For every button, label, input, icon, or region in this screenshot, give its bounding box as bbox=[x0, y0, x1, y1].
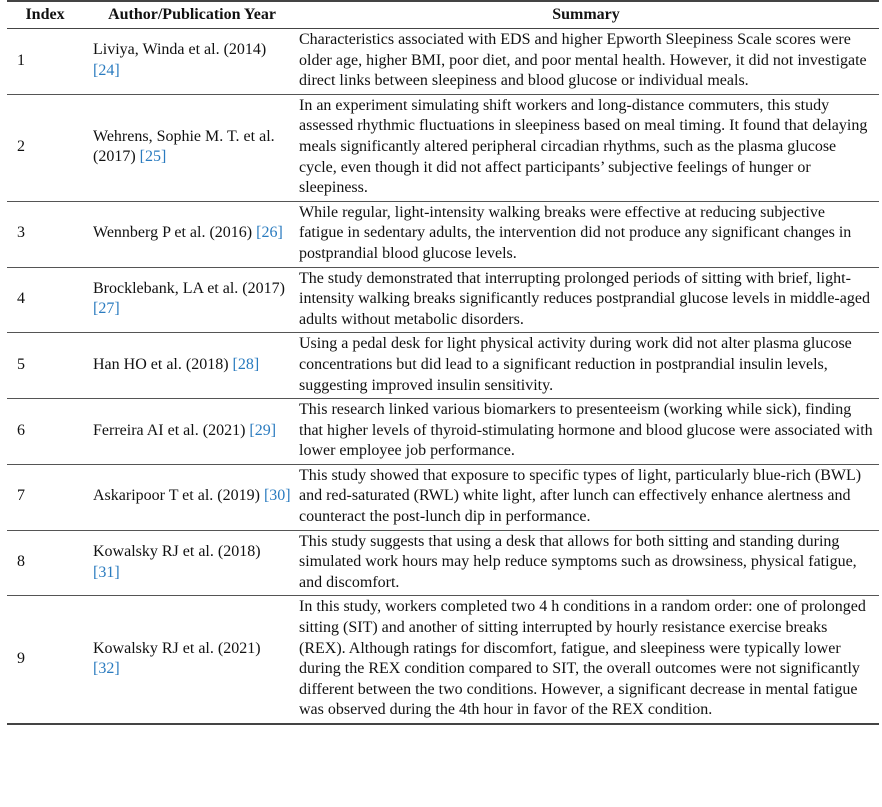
row-author-year bbox=[83, 201, 295, 267]
publication-year: (2017) bbox=[242, 279, 285, 297]
row-author-year bbox=[83, 333, 295, 399]
row-author-year bbox=[83, 530, 295, 596]
citation-link[interactable]: [26] bbox=[256, 224, 283, 242]
table-row bbox=[7, 29, 879, 95]
publication-year: (2016) bbox=[209, 224, 253, 242]
row-index: 4 bbox=[17, 290, 25, 308]
table-row bbox=[7, 333, 879, 399]
table-row bbox=[7, 399, 879, 465]
table-row bbox=[7, 94, 879, 201]
citation-link[interactable]: [31] bbox=[93, 563, 120, 581]
citation-link[interactable]: [29] bbox=[249, 421, 277, 439]
literature-summary-table bbox=[7, 0, 879, 725]
table-row bbox=[7, 596, 879, 724]
publication-year: (2014) bbox=[223, 41, 267, 59]
author-name: Wennberg P et al. bbox=[93, 224, 206, 242]
row-summary: Using a pedal desk for light physical activity during work did not alter plasma glucose concentrations but did lead to a significant reduction in postprandial insulin levels, suggesting improved insulin sensitivity. bbox=[299, 335, 852, 394]
citation-link[interactable]: [28] bbox=[232, 355, 260, 373]
row-index: 6 bbox=[17, 421, 25, 439]
header-author-year: Author/Publication Year bbox=[108, 6, 276, 23]
row-author-year bbox=[83, 596, 295, 724]
table-row bbox=[7, 267, 879, 333]
row-index: 7 bbox=[17, 487, 25, 505]
citation-link[interactable]: [27] bbox=[93, 300, 120, 318]
author-name: Liviya, Winda et al. bbox=[93, 41, 220, 59]
author-name: Brocklebank, LA et al. bbox=[93, 279, 239, 297]
row-summary: This research linked various biomarkers to presenteeism (working while sick), finding that higher levels of thyroid-stimulating hormone and blood glucose were associated with lower employee job performance. bbox=[299, 401, 873, 460]
row-index: 1 bbox=[17, 51, 25, 69]
row-summary: This study showed that exposure to specific types of light, particularly blue-rich (BWL) and red-saturated (RWL) white light, after lunch can effectively enhance alertness and counteract the post-lunch dip in performance. bbox=[299, 466, 862, 526]
author-name: Han HO et al. bbox=[93, 355, 182, 373]
row-author-year bbox=[83, 29, 295, 95]
author-name: Askaripoor T et al. bbox=[93, 487, 214, 505]
header-index: Index bbox=[25, 6, 65, 23]
row-summary: In an experiment simulating shift workers and long-distance commuters, this study assessed rhythmic fluctuations in sleepiness based on meal timing. It found that delaying meals significantly altered peripheral circadian rhythms, such as the plasma glucose cycle, even though it did not affect participants’ subjective feelings of hunger or sleepiness. bbox=[299, 96, 868, 197]
row-author-year bbox=[83, 94, 295, 201]
row-index: 9 bbox=[17, 649, 25, 667]
header-summary: Summary bbox=[552, 6, 620, 23]
row-index: 5 bbox=[17, 355, 25, 373]
table-row bbox=[7, 464, 879, 530]
table-row bbox=[7, 201, 879, 267]
table-header-row bbox=[7, 1, 879, 29]
citation-link[interactable]: [25] bbox=[139, 148, 167, 166]
citation-link[interactable]: [32] bbox=[93, 660, 120, 678]
row-author-year bbox=[83, 464, 295, 530]
row-index: 3 bbox=[17, 224, 25, 242]
table-body bbox=[7, 29, 879, 725]
row-summary: The study demonstrated that interrupting prolonged periods of sitting with brief, light-intensity walking breaks significantly reduces postprandial glucose levels in middle-aged adults without metabolic disorders. bbox=[299, 269, 870, 328]
row-index: 8 bbox=[17, 553, 25, 571]
citation-link[interactable]: [30] bbox=[263, 487, 291, 505]
table-row bbox=[7, 530, 879, 596]
row-summary: Characteristics associated with EDS and higher Epworth Sleepiness Scale scores were older age, higher BMI, poor diet, and poor mental health. However, it did not investigate direct links between sleepiness and blood glucose or individual meals. bbox=[299, 31, 867, 90]
author-name: Ferreira AI et al. bbox=[93, 421, 199, 439]
publication-year: (2019) bbox=[217, 487, 260, 505]
author-name: Wehrens, Sophie M. T. et al. bbox=[93, 127, 275, 145]
row-index: 2 bbox=[17, 137, 25, 155]
publication-year: (2017) bbox=[93, 148, 136, 166]
row-summary: In this study, workers completed two 4 h conditions in a random order: one of prolonged sitting (SIT) and another of sitting interrupted by hourly resistance exercise breaks (REX). Although ratings for discomfort, fatigue, and sleepiness were typically lower during the REX condition compared to SIT, the overall outcomes were not significantly different between the two conditions. However, a significant decrease in mental fatigue was observed during the 4th hour in favor of the REX condition. bbox=[299, 598, 866, 719]
publication-year: (2018) bbox=[185, 355, 229, 373]
publication-year: (2018) bbox=[217, 542, 261, 560]
author-name: Kowalsky RJ et al. bbox=[93, 639, 214, 657]
publication-year: (2021) bbox=[217, 639, 261, 657]
author-name: Kowalsky RJ et al. bbox=[93, 542, 214, 560]
publication-year: (2021) bbox=[202, 421, 246, 439]
row-summary: While regular, light-intensity walking breaks were effective at reducing subjective fatigue in sedentary adults, the intervention did not produce any significant changes in postprandial blood glucose levels. bbox=[299, 203, 852, 262]
citation-link[interactable]: [24] bbox=[93, 61, 120, 79]
row-summary: This study suggests that using a desk that allows for both sitting and standing during simulated work hours may help reduce symptoms such as drowsiness, physical fatigue, and discomfort. bbox=[299, 532, 857, 591]
row-author-year bbox=[83, 267, 295, 333]
row-author-year bbox=[83, 399, 295, 465]
